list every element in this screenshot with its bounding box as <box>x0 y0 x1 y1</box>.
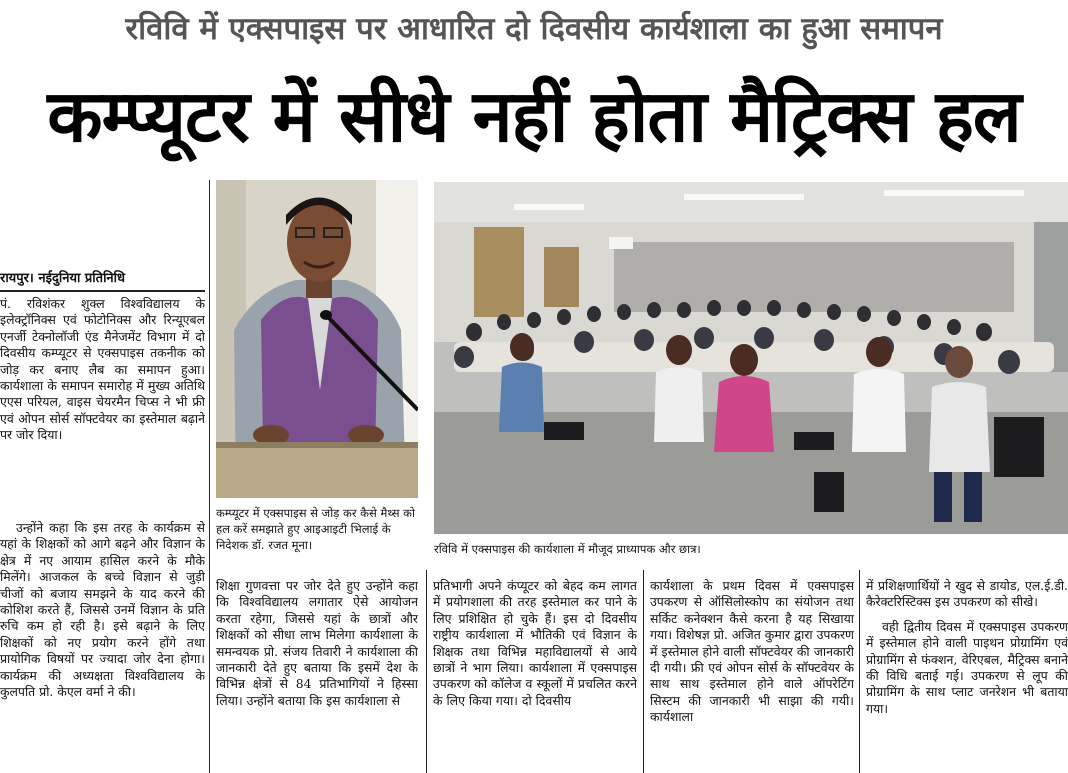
speaker-photo-drawing <box>216 180 418 498</box>
speaker-photo <box>216 180 418 498</box>
column-rule <box>426 570 427 773</box>
paragraph: शिक्षा गुणवत्ता पर जोर देते हुए उन्होंने कहा कि विश्वविद्यालय लगातार ऐसे आयोजन करता रहेगा, जिससे यहां के छात्रों और शिक्षकों को सीधा लाभ मिलेगा कार्यशाला के समन्वयक प्रो. संजय तिवारी ने कार्यशाला की जानकारी देते हुए बताया कि इसमें देश के विभिन्न क्षेत्रों से 84 प्रतिभागियों ने हिस्सा लिया। उन्होंने बताया कि इस कार्यशाला से <box>216 578 418 708</box>
paragraph: उन्होंने कहा कि इस तरह के कार्यक्रम से यहां के शिक्षकों को आगे बढ़ने और विज्ञान के क्षेत्र में नए आयाम हासिल करने के मौके मिलेंगे। आजकल के बच्चे विज्ञान से जुड़ी चीजों को बजाय समझने के याद करने की कोशिश करते हैं, जिससे उनमें विज्ञान के प्रति रुचि कम हो रही है। इसे बढ़ाने के लिए शिक्षकों को नए प्रयोग करने होंगे तथा प्रायोगिक विषयों पर ज्यादा जोर देना होगा। कार्यक्रम की अध्यक्षता विश्वविद्यालय के कुलपति प्रो. केएल वर्मा ने की। <box>0 520 205 700</box>
paragraph: में प्रशिक्षणार्थियों ने खुद से डायोड, एल.ई.डी. कैरेक्टरिस्टिक्स इस उपकरण को सीखे। <box>866 578 1068 610</box>
column-rule <box>209 180 210 773</box>
article-column-2 <box>216 578 418 773</box>
article-headline: कम्प्यूटर में सीधे नहीं होता मैट्रिक्स हल <box>47 74 1021 158</box>
column-rule <box>859 570 860 773</box>
classroom-photo-drawing <box>434 182 1068 534</box>
article-column-1-top <box>0 296 205 512</box>
paragraph: कार्यशाला के प्रथम दिवस में एक्सपाइस उपकरण से ऑसिलोस्कोप का संयोजन तथा सर्किट कनेक्शन कैसे करना है यह सिखाया गया। विशेषज्ञ प्रो. अजित कुमार द्वारा उपकरण में इस्तेमाल होने वाली सॉफ्टवेयर की जानकारी दी गयी। फ्री एवं ओपन सोर्स के सॉफ्टवेयर के साथ साथ इस्तेमाल होने वाले ऑपरेटिंग सिस्टम की जानकारी भी साझा की गयी। कार्यशाला <box>650 578 854 725</box>
classroom-photo <box>434 182 1068 534</box>
column-rule <box>643 570 644 773</box>
article-column-4 <box>650 578 854 773</box>
paragraph: पं. रविशंकर शुक्ल विश्वविद्यालय के इलेक्ट्रॉनिक्स एवं फोटोनिक्स और रिन्यूएबल एनर्जी टेक्नोलॉजी एंड मैनेजमेंट विभाग में दो दिवसीय कम्प्यूटर से एक्सपाइस तकनीक को जोड़ कर बनाए लैब का समापन हुआ। कार्यशाला के समापन समारोह में मुख्य अतिथि एएस परियल, वाइस चेयरमैन चिप्स ने भी फ्री एवं ओपन सोर्स सॉफ्टवेयर का इस्तेमाल बढ़ाने पर जोर दिया। <box>0 296 205 443</box>
photo-caption-classroom: रविवि में एक्सपाइस की कार्यशाला में मौजूद प्राध्यापक और छात्र। <box>434 542 701 556</box>
paragraph: वही द्वितीय दिवस में एक्सपाइस उपकरण में इस्तेमाल होने वाली पाइथन प्रोग्रामिंग एवं प्रोग्रामिंग से फंक्शन, वेरिएबल, मैट्रिक्स बनाने की विधि बताई गई। उपकरण से लूप की प्रोग्रामिंग के साथ प्लाट जनरेशन भी बताया गया। <box>866 618 1068 716</box>
article-kicker: रविवि में एक्सपाइस पर आधारित दो दिवसीय कार्यशाला का हुआ समापन <box>125 11 943 47</box>
byline: रायपुर। नईदुनिया प्रतिनिधि <box>0 270 205 292</box>
photo-caption-speaker: कम्प्यूटर में एक्सपाइस से जोड़ कर कैसे मैथ्स को हल करें समझाते हुए आइआइटी भिलाई के निदेशक डॉ. रजत मूना। <box>216 506 415 552</box>
article-column-3 <box>433 578 637 773</box>
paragraph: प्रतिभागी अपने कंप्यूटर को बेहद कम लागत में प्रयोगशाला की तरह इस्तेमाल कर पाने के लिए प्रशिक्षित हो चुके हैं। इस दो दिवसीय राष्ट्रीय कार्यशाला में भौतिकी एवं विज्ञान के शिक्षक तथा विभिन्न महाविद्यालयों से आये छात्रों ने भाग लिया। कार्यशाला में एक्सपाइस उपकरण को कॉलेज व स्कूलों में प्रचलित करने के लिए किया गया। दो दिवसीय <box>433 578 637 708</box>
article-column-5 <box>866 578 1068 773</box>
article-column-1-bottom <box>0 520 205 773</box>
